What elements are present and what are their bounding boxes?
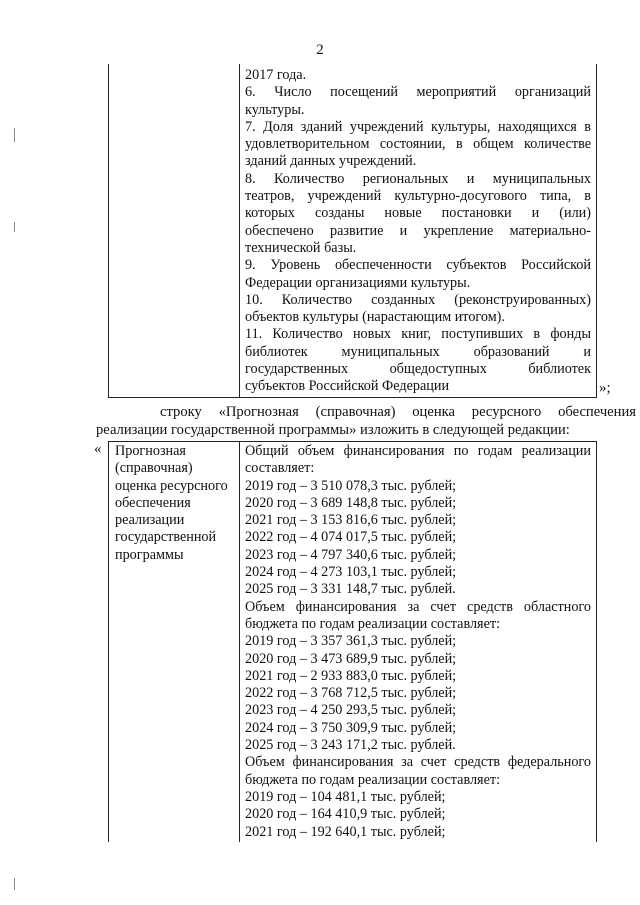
indicator-line: обеспечено развитие и укрепление материально- <box>245 222 591 239</box>
row-title-line: государственной <box>115 529 217 546</box>
financing-line: 2019 год – 104 481,1 тыс. рублей; <box>245 788 446 805</box>
financing-line: 2021 год – 3 153 816,6 тыс. рублей; <box>245 512 457 529</box>
financing-line: 2019 год – 3 510 078,3 тыс. рублей; <box>245 477 457 494</box>
instruction-paragraph <box>96 403 636 439</box>
row-title <box>115 443 237 564</box>
indicator-line: театров, учреждений культурно-досугового типа, в <box>245 188 591 205</box>
instruction-line-1: строку «Прогнозная (справочная) оценка ресурсного обеспечения <box>160 404 636 420</box>
indicators-table <box>108 64 597 398</box>
financing-line: Объем финансирования за счет средств федерального <box>245 754 591 771</box>
row-title-line: реализации <box>115 512 185 529</box>
instruction-line-2: реализации государственной программы» изложить в следующей редакции: <box>96 422 570 438</box>
row-title-line: обеспечения <box>115 494 191 511</box>
financing-line: 2024 год – 3 750 309,9 тыс. рублей; <box>245 719 457 736</box>
indicator-line: 10. Количество созданных (реконструированных) <box>245 291 591 308</box>
indicator-line: 9. Уровень обеспеченности субъектов Российской <box>245 257 591 274</box>
indicator-line: 8. Количество региональных и муниципальных <box>245 170 591 187</box>
financing-line: 2020 год – 3 689 148,8 тыс. рублей; <box>245 494 457 511</box>
financing-line: 2022 год – 4 074 017,5 тыс. рублей; <box>245 529 457 546</box>
financing-line: 2024 год – 4 273 103,1 тыс. рублей; <box>245 564 457 581</box>
table-column-divider <box>239 442 240 842</box>
financing-line: 2023 год – 4 797 340,6 тыс. рублей; <box>245 546 457 563</box>
page-number: 2 <box>316 42 324 58</box>
row-title-line: Прогнозная <box>115 443 186 459</box>
financing-line: 2022 год – 3 768 712,5 тыс. рублей; <box>245 685 457 702</box>
financing-line: бюджета по годам реализации составляет: <box>245 615 501 632</box>
financing-line: составляет: <box>245 460 315 477</box>
indicator-line: 2017 года. <box>245 67 307 83</box>
financing-line: Общий объем финансирования по годам реализации <box>245 443 591 459</box>
indicators-list <box>245 67 591 396</box>
financing-line: 2025 год – 3 331 148,7 тыс. рублей. <box>245 581 456 598</box>
row-title-line: оценка ресурсного <box>115 477 228 494</box>
indicator-line: Федерации организациями культуры. <box>245 274 471 291</box>
closing-quote: »; <box>599 380 611 396</box>
scan-artifact <box>14 128 15 142</box>
row-title-line: (справочная) <box>115 460 193 477</box>
opening-quote: « <box>94 441 102 457</box>
indicator-line: удовлетворительном состоянии, в общем количестве <box>245 136 591 153</box>
financing-line: бюджета по годам реализации составляет: <box>245 771 501 788</box>
financing-line: 2025 год – 3 243 171,2 тыс. рублей. <box>245 737 456 754</box>
indicator-line: 11. Количество новых книг, поступивших в фонды <box>245 326 591 343</box>
financing-line: 2020 год – 3 473 689,9 тыс. рублей; <box>245 650 457 667</box>
indicator-line: 7. Доля зданий учреждений культуры, находящихся в <box>245 118 591 135</box>
scan-artifact <box>14 222 15 232</box>
table-column-divider <box>239 64 240 397</box>
financing-line: 2019 год – 3 357 361,3 тыс. рублей; <box>245 633 457 650</box>
financing-line: Объем финансирования за счет средств областного <box>245 598 591 615</box>
resource-estimate-table <box>108 441 597 842</box>
financing-list <box>245 443 591 841</box>
scan-artifact <box>14 878 15 890</box>
financing-line: 2023 год – 4 250 293,5 тыс. рублей; <box>245 702 457 719</box>
financing-line: 2021 год – 192 640,1 тыс. рублей; <box>245 823 446 840</box>
indicator-line: зданий данных учреждений. <box>245 153 417 170</box>
indicator-line: 6. Число посещений мероприятий организаций <box>245 84 591 101</box>
row-title-line: программы <box>115 546 184 563</box>
indicator-line: культуры. <box>245 101 305 118</box>
indicator-line: государственных общедоступных библиотек <box>245 361 591 378</box>
indicator-line: субъектов Российской Федерации <box>245 378 450 395</box>
indicator-line: технической базы. <box>245 239 357 256</box>
indicator-line: которых созданы новые постановки и (или) <box>245 205 591 222</box>
indicator-line: библиотек муниципальных образований и <box>245 343 591 360</box>
financing-line: 2021 год – 2 933 883,0 тыс. рублей; <box>245 667 457 684</box>
financing-line: 2020 год – 164 410,9 тыс. рублей; <box>245 806 446 823</box>
indicator-line: объектов культуры (нарастающим итогом). <box>245 309 505 326</box>
